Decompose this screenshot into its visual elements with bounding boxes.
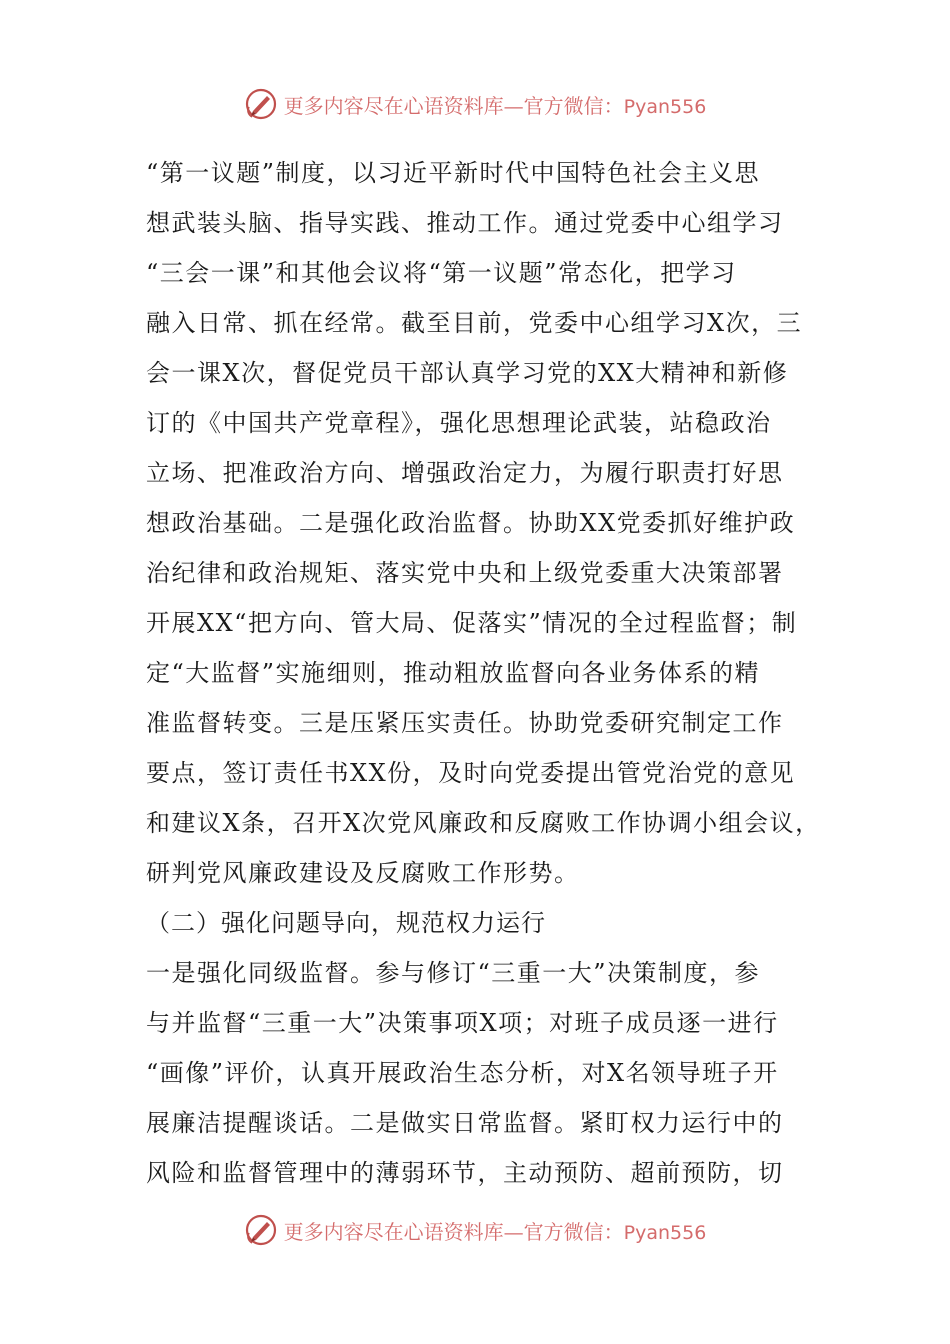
text-line: 准监督转变。三是压紧压实责任。协助党委研究制定工作: [146, 709, 784, 737]
watermark-group: [244, 1213, 707, 1247]
footer-watermark: [0, 1210, 950, 1250]
watermark-group: [244, 87, 707, 121]
pen-logo-icon: [244, 1213, 278, 1247]
text-line: 要点，签订责任书XX份，及时向党委提出管党治党的意见: [146, 759, 796, 787]
text-line: “画像”评价，认真开展政治生态分析，对X名领导班子开: [146, 1059, 779, 1087]
watermark-text: 更多内容尽在心语资料库—官方微信：Pyan556: [283, 93, 707, 118]
text-line: 订的《中国共产党章程》，强化思想理论武装，站稳政治: [146, 409, 772, 437]
watermark-wechat-id: Pyan556: [623, 1221, 707, 1244]
text-line: 融入日常、抓在经常。截至目前，党委中心组学习X次，三: [146, 309, 803, 337]
watermark-text: 更多内容尽在心语资料库—官方微信：Pyan556: [283, 1219, 707, 1244]
text-line: 与并监督“三重一大”决策事项X项；对班子成员逐一进行: [146, 1009, 779, 1037]
text-line: “三会一课”和其他会议将“第一议题”常态化，把学习: [146, 259, 737, 287]
text-line: 研判党风廉政建设及反腐败工作形势。: [146, 859, 580, 887]
pen-logo-icon: [244, 87, 278, 121]
text-line: 展廉洁提醒谈话。二是做实日常监督。紧盯权力运行中的: [146, 1109, 784, 1137]
text-line: 风险和监督管理中的薄弱环节，主动预防、超前预防，切: [146, 1159, 784, 1187]
text-line: 想武装头脑、指导实践、推动工作。通过党委中心组学习: [146, 209, 784, 237]
section-heading: （二）强化问题导向，规范权力运行: [146, 909, 546, 937]
text-line: 开展XX“把方向、管大局、促落实”情况的全过程监督；制: [146, 609, 798, 637]
text-line: 定“大监督”实施细则，推动粗放监督向各业务体系的精: [146, 659, 761, 687]
document-body: [146, 148, 821, 1198]
text-line: 会一课X次，督促党员干部认真学习党的XX大精神和新修: [146, 359, 789, 387]
text-line: 和建议X条，召开X次党风廉政和反腐败工作协调小组会议，: [146, 809, 821, 837]
text-line: 想政治基础。二是强化政治监督。协助XX党委抓好维护政: [146, 509, 796, 537]
text-line: 一是强化同级监督。参与修订“三重一大”决策制度，参: [146, 959, 761, 987]
text-line: 立场、把准政治方向、增强政治定力，为履行职责打好思: [146, 459, 784, 487]
text-line: “第一议题”制度，以习近平新时代中国特色社会主义思: [146, 159, 761, 187]
text-line: 治纪律和政治规矩、落实党中央和上级党委重大决策部署: [146, 559, 784, 587]
header-watermark: [0, 84, 950, 124]
watermark-wechat-id: Pyan556: [623, 95, 707, 118]
